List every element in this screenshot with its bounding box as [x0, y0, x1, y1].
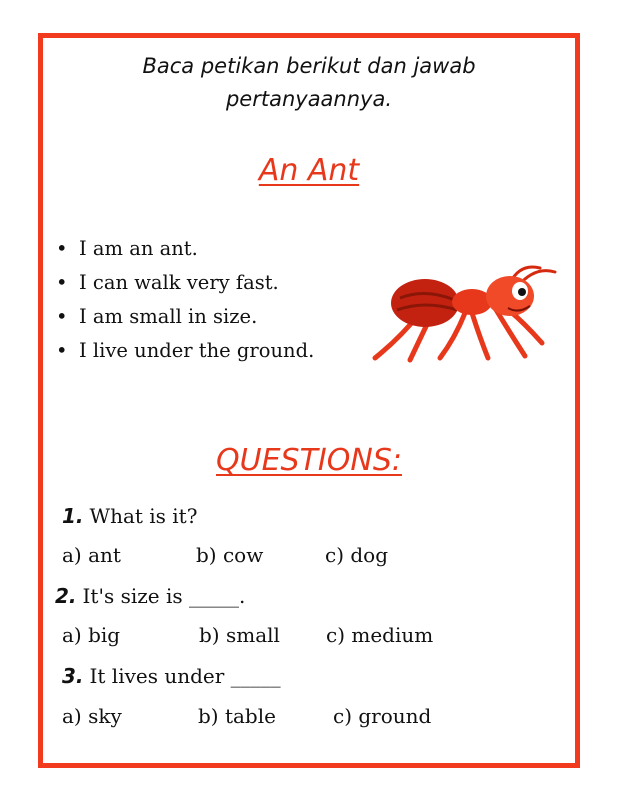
passage-line: • I live under the ground. [56, 334, 314, 368]
questions-heading [0, 443, 618, 478]
option-3c: c) ground [333, 704, 432, 728]
question-number: 3. [62, 664, 84, 688]
option-3a: a) sky [62, 704, 122, 728]
page-border [38, 33, 580, 768]
option-1b: b) cow [196, 543, 264, 567]
question-3 [62, 664, 281, 688]
question-text: It's size is _____. [82, 584, 246, 608]
question-text: What is it? [89, 504, 198, 528]
passage-list [56, 232, 314, 368]
ant-illustration [370, 258, 560, 368]
option-2c: c) medium [326, 623, 434, 647]
option-2b: b) small [199, 623, 280, 647]
question-2 [55, 584, 245, 608]
option-3b: b) table [198, 704, 276, 728]
passage-line: • I can walk very fast. [56, 266, 314, 300]
question-1 [62, 504, 197, 528]
instruction-line-1: Baca petikan berikut dan jawab [142, 54, 476, 78]
option-1c: c) dog [325, 543, 389, 567]
questions-heading-text: QUESTIONS: [216, 443, 402, 478]
option-1a: a) ant [62, 543, 121, 567]
passage-line: • I am an ant. [56, 232, 314, 266]
passage-title [0, 153, 618, 188]
instruction-line-2: pertanyaannya. [225, 87, 393, 111]
question-number: 1. [62, 504, 84, 528]
question-number: 2. [55, 584, 77, 608]
option-2a: a) big [62, 623, 121, 647]
passage-title-text: An Ant [258, 153, 360, 188]
question-text: It lives under _____ [89, 664, 281, 688]
passage-line: • I am small in size. [56, 300, 314, 334]
